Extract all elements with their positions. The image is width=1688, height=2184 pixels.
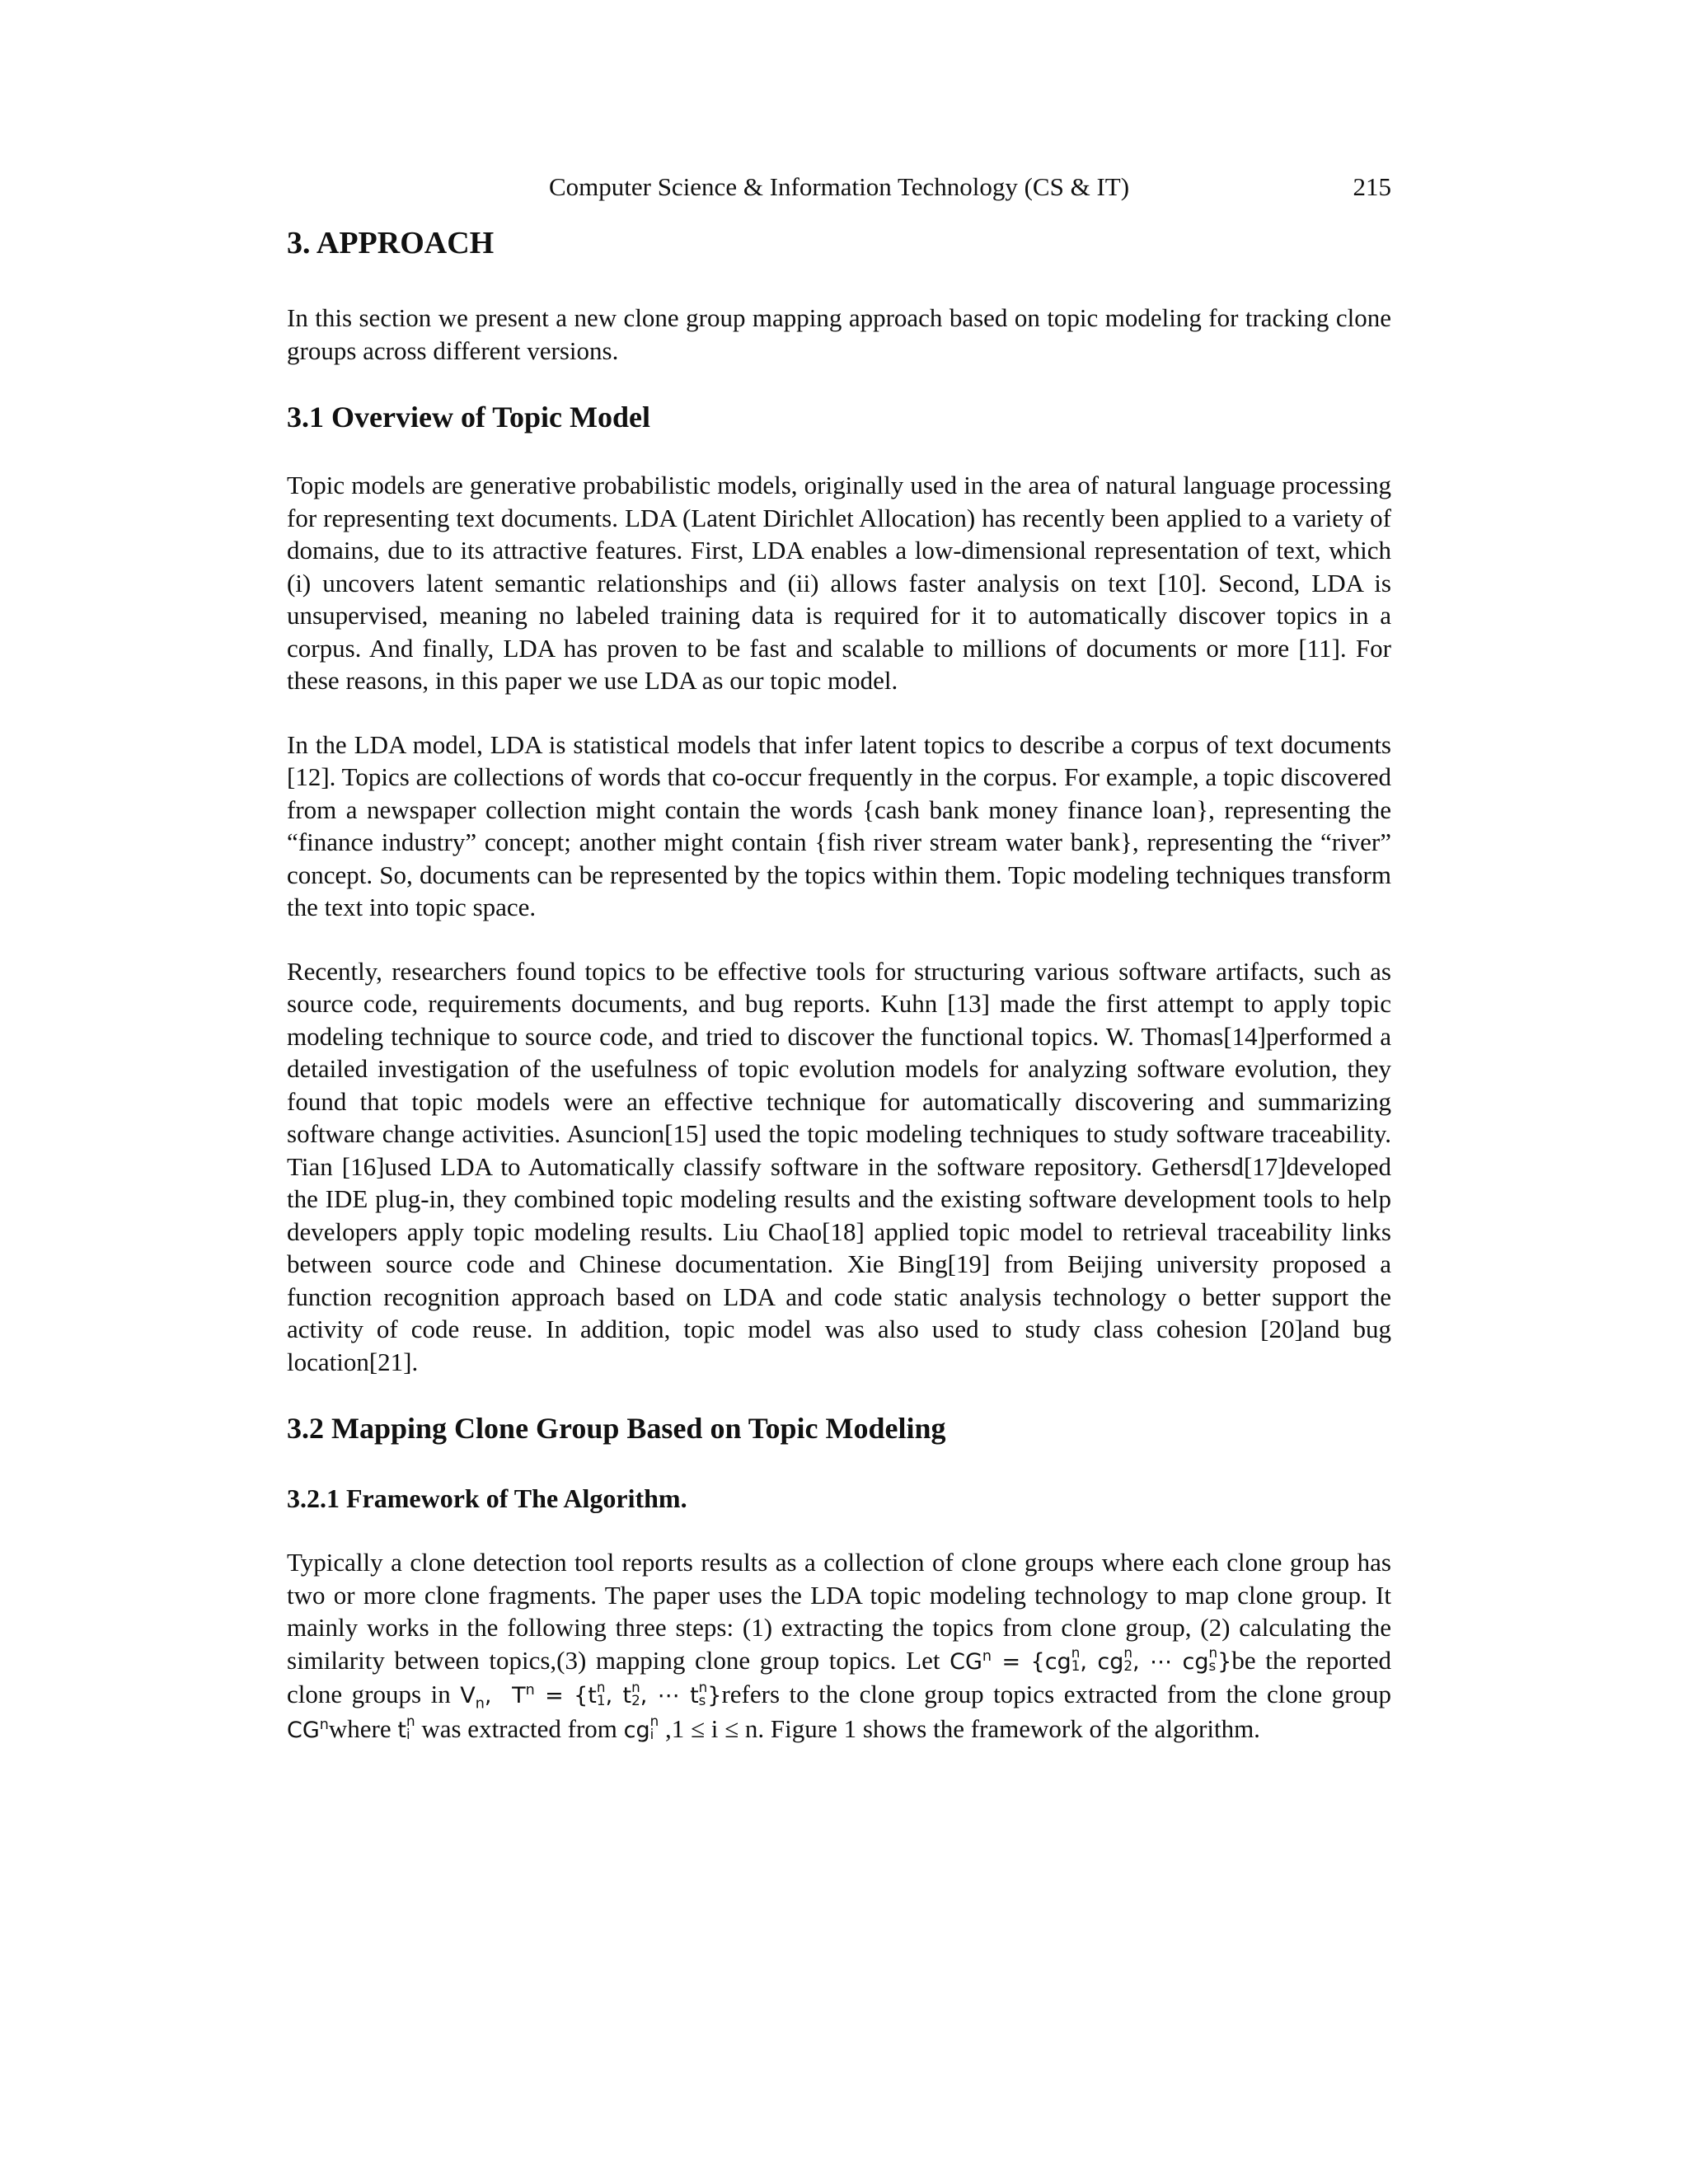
framework-text-reported: be the reported clone groups in bbox=[287, 1645, 1391, 1708]
framework-text-where: where bbox=[328, 1713, 398, 1743]
math-cg-i-n: cg n i bbox=[623, 1713, 659, 1743]
page-content bbox=[287, 223, 1391, 1778]
framework-text-start: Typically a clone detection tool reports results as a collection of clone groups where each clone group has two or more clone fragments. The paper uses the LDA topic modeling technology to map clone group. It mainly works in the following three steps: (1) extracting the topics from clone group, (2) calculating the similarity between topics,(3) mapping clone group topics. Let bbox=[287, 1548, 1391, 1675]
section-3-heading: 3. APPROACH bbox=[287, 226, 495, 260]
section-3-2-1-heading: 3.2.1 Framework of The Algorithm. bbox=[287, 1483, 687, 1513]
running-title: Computer Science & Information Technology (CS & IT) bbox=[548, 172, 1130, 201]
paragraph-related-work: Recently, researchers found topics to be effective tools for structuring various software artifacts, such as source code, requirements documents, and bug reports. Kuhn [13] made the first attempt to apply topic modeling technique to source code, and tried to discover the functional topics. W. Thomas[14]performed a detailed investigation of the usefulness of topic evolution models for analyzing software evolution, they found that topic models were an effective technique for automatically discovering and summarizing software change activities. Asuncion[15] used the topic modeling techniques to study software traceability. Tian [16]used LDA to Automatically classify software in the software repository. Gethersd[17]developed the IDE plug-in, they combined topic modeling results and the existing software development tools to help developers apply topic modeling results. Liu Chao[18] applied topic model to retrieval traceability links between source code and Chinese documentation. Xie Bing[19] from Beijing university proposed a function recognition approach based on LDA and code static analysis technology o better support the activity of code reuse. In addition, topic model was also used to study class cohesion [20]and bug location[21]. bbox=[287, 956, 1391, 1376]
math-t-i-n: t n i bbox=[397, 1713, 415, 1743]
section-3-1-heading: 3.1 Overview of Topic Model bbox=[287, 401, 650, 434]
math-v-n: $V_n$, $T^n = \{t$ n 1 , t n 2 , ⋯ t n s } bbox=[460, 1678, 722, 1713]
framework-text-refers: refers to the clone group topics extracted from the clone group bbox=[721, 1680, 1391, 1708]
framework-text-extracted: was extracted from bbox=[415, 1713, 624, 1743]
math-cg-n: $CG^n$ bbox=[287, 1716, 329, 1743]
section-3-intro: In this section we present a new clone group mapping approach based on topic modeling for tracking clone groups across different versions. bbox=[287, 303, 1391, 365]
running-header bbox=[287, 169, 1391, 205]
paragraph-topic-models: Topic models are generative probabilistic models, originally used in the area of natural language processing for representing text documents. LDA (Latent Dirichlet Allocation) has recently been applied to a variety of domains, due to its attractive features. First, LDA enables a low-dimensional representation of text, which (i) uncovers latent semantic relationships and (ii) allows faster analysis on text [10]. Second, LDA is unsupervised, meaning no labeled training data is required for it to automatically discover topics in a corpus. And finally, LDA has proven to be fast and scalable to millions of documents or more [11]. For these reasons, in this paper we use LDA as our topic model. bbox=[287, 471, 1391, 695]
section-3-2-heading: 3.2 Mapping Clone Group Based on Topic Modeling bbox=[287, 1412, 946, 1445]
math-cg-n-definition: $CG^n = \{cg$ n 1 , cg n 2 , ⋯ cg n s } bbox=[950, 1644, 1232, 1675]
framework-text-range: ,1 ≤ i ≤ n. Figure 1 shows the framework of the algorithm. bbox=[659, 1713, 1260, 1743]
paragraph-framework bbox=[287, 1546, 1391, 1746]
page-number: 215 bbox=[1353, 172, 1391, 201]
paragraph-lda-model: In the LDA model, LDA is statistical models that infer latent topics to describe a corpus of text documents [12]. Topics are collections of words that co-occur frequently in the corpus. For example, a topic discovered from a newspaper collection might contain the words {cash bank money finance loan}, representing the “finance industry” concept; another might contain {fish river stream water bank}, representing the “river” concept. So, documents can be represented by the topics within them. Topic modeling techniques transform the text into topic space. bbox=[287, 729, 1391, 921]
